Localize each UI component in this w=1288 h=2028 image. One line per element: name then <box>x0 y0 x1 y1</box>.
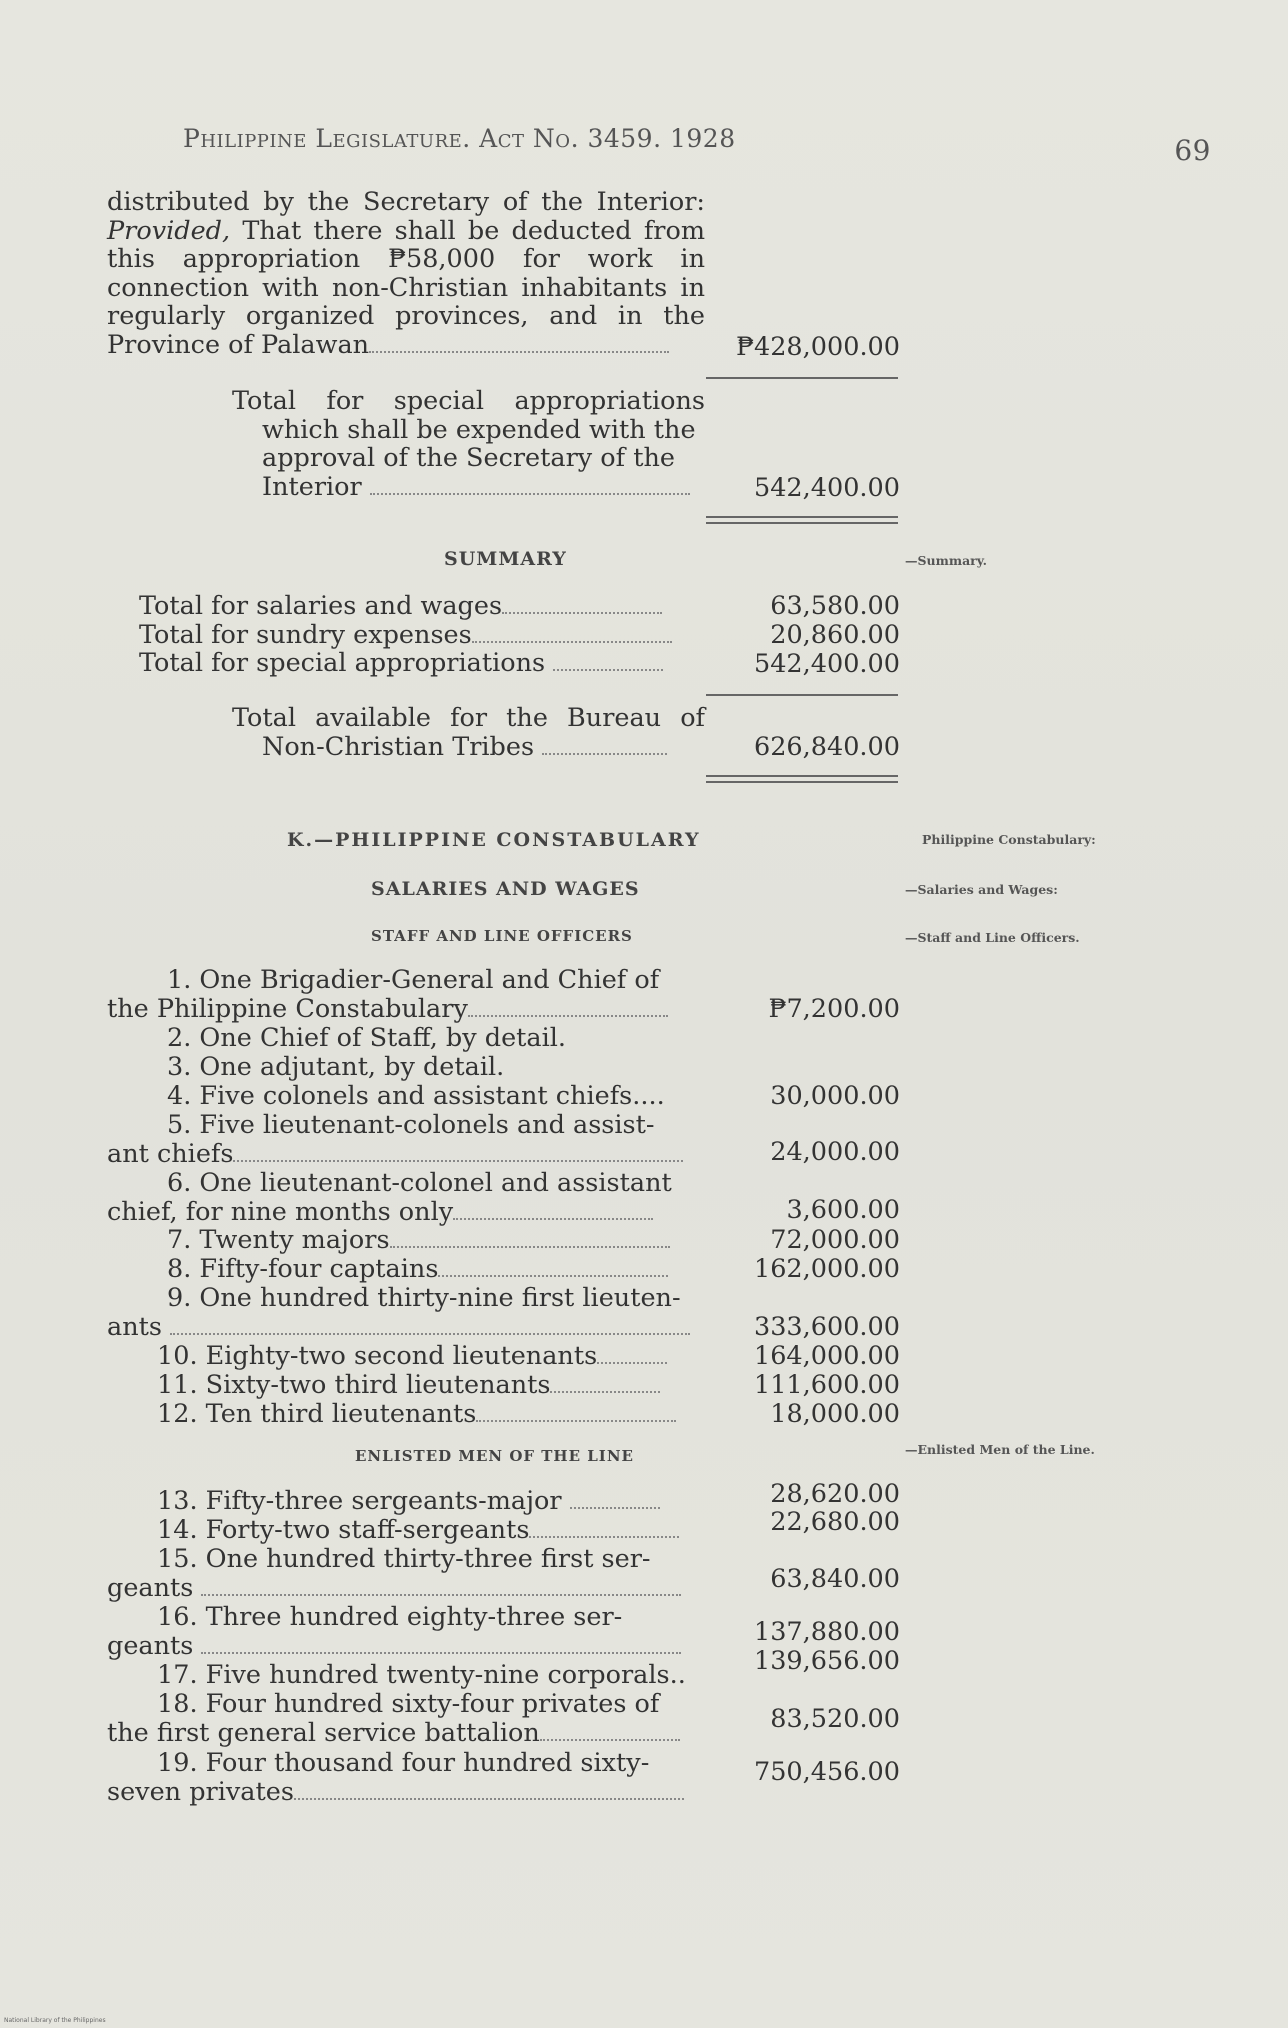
list-item: 15. One hundred thirty-three first ser- geants <box>107 1545 705 1602</box>
leader-dots <box>233 1160 683 1162</box>
salaries-margin-note: —Salaries and Wages: <box>905 882 1058 897</box>
leader-dots <box>201 1652 681 1654</box>
staff-heading: STAFF AND LINE OFFICERS <box>371 927 633 945</box>
item-amount: ₱7,200.00 <box>768 994 900 1024</box>
leader-dots <box>553 669 663 671</box>
double-rule <box>706 775 898 783</box>
summary-row-label: Total for salaries and wages <box>139 591 503 621</box>
list-item: 8. Fifty-four captains <box>107 1255 705 1284</box>
leader-dots <box>170 1333 690 1335</box>
list-item: 9. One hundred thirty-nine first lieuten- ants <box>107 1284 705 1341</box>
summary-rows <box>139 592 705 678</box>
footer-attribution: National Library of the Philippines <box>4 2017 106 2024</box>
summary-margin-note: —Summary. <box>905 553 987 568</box>
summary-row-label: Total for special appropriations <box>139 648 546 678</box>
total-special-amount: 542,400.00 <box>753 473 900 503</box>
item-amount: 63,840.00 <box>770 1564 900 1594</box>
leader-dots <box>468 1015 668 1017</box>
summary-row-amount: 542,400.00 <box>753 649 900 679</box>
leader-dots <box>540 1739 680 1741</box>
rule-line <box>706 377 898 379</box>
total-special-line1: Total for special appropriations <box>232 386 705 416</box>
leader-dots <box>201 1594 681 1596</box>
summary-heading: SUMMARY <box>444 548 567 570</box>
leader-dots <box>570 1507 660 1509</box>
intro-provided: Provided, <box>107 215 231 246</box>
leader-dots <box>472 641 672 643</box>
list-item: 17. Five hundred twenty-nine corporals.. <box>157 1660 686 1690</box>
total-special-line3: approval of the Secretary of the <box>262 443 675 473</box>
list-item: 5. Five lieutenant-colonels and assist- ant chiefs <box>107 1111 705 1168</box>
section-k-margin-note: Philippine Constabulary: <box>922 832 1096 847</box>
list-item: 19. Four thousand four hundred sixty- seven privates <box>107 1749 705 1806</box>
staff-margin-note: —Staff and Line Officers. <box>905 930 1080 945</box>
item-amount: 333,600.00 <box>753 1312 900 1342</box>
leader-dots <box>476 1420 676 1422</box>
list-item: 2. One Chief of Staff, by detail. <box>167 1023 567 1053</box>
leader-dots <box>529 1536 679 1538</box>
item-amount: 28,620.00 <box>770 1479 900 1509</box>
list-item: 14. Forty-two staff-sergeants <box>107 1516 705 1545</box>
item-amount: 137,880.00 <box>753 1617 900 1647</box>
item-amount: 72,000.00 <box>770 1225 900 1255</box>
item-amount: 750,456.00 <box>753 1757 900 1787</box>
leader-dots <box>370 493 690 495</box>
item-amount: 164,000.00 <box>753 1341 900 1371</box>
list-item: 16. Three hundred eighty-three ser- geants <box>107 1603 705 1660</box>
summary-row-amount: 20,860.00 <box>770 620 900 650</box>
summary-total <box>232 704 705 761</box>
leader-dots <box>597 1362 667 1364</box>
summary-row-amount: 63,580.00 <box>770 591 900 621</box>
leader-dots <box>550 1391 660 1393</box>
intro-paragraph <box>107 188 705 359</box>
list-item: 6. One lieutenant-colonel and assistant chief, for nine months only <box>107 1168 672 1227</box>
summary-row-label: Total for sundry expenses <box>139 619 472 650</box>
double-rule <box>706 516 898 524</box>
list-item: 13. Fifty-three sergeants-major <box>107 1487 705 1516</box>
enlisted-heading: ENLISTED MEN OF THE LINE <box>355 1447 634 1465</box>
section-k-heading: K.—PHILIPPINE CONSTABULARY <box>287 829 701 851</box>
list-item: 10. Eighty-two second lieutenants <box>107 1342 705 1371</box>
item-amount: 18,000.00 <box>770 1399 900 1429</box>
list-item: 12. Ten third lieutenants <box>107 1400 705 1429</box>
total-special-line2: which shall be expended with the <box>262 414 696 445</box>
list-item: 11. Sixty-two third lieutenants <box>107 1371 705 1400</box>
leader-dots <box>542 753 667 755</box>
list-item: 7. Twenty majors <box>107 1226 705 1255</box>
item-amount: 83,520.00 <box>770 1704 900 1734</box>
rule-line <box>706 694 898 696</box>
list-item: 3. One adjutant, by detail. <box>167 1052 505 1082</box>
item-amount: 30,000.00 <box>770 1081 900 1111</box>
intro-text-before: distributed by the Secretary of the Interior: <box>107 187 705 217</box>
total-special-line4: Interior <box>262 471 362 502</box>
list-item: 1. One Brigadier-General and Chief of the Philippine Constabulary <box>107 966 705 1023</box>
summary-total-line2: Non-Christian Tribes <box>262 731 535 762</box>
salaries-heading: SALARIES AND WAGES <box>371 878 640 900</box>
item-amount: 139,656.00 <box>753 1646 900 1676</box>
item-amount: 3,600.00 <box>786 1195 900 1225</box>
leader-dots <box>438 1275 668 1277</box>
item-amount: 111,600.00 <box>753 1370 900 1400</box>
summary-total-amount: 626,840.00 <box>753 732 900 762</box>
enlisted-margin-note: —Enlisted Men of the Line. <box>905 1442 1095 1457</box>
running-header: Philippine Legislature. Act No. 3459. 1928 <box>183 124 736 153</box>
list-item: 4. Five colonels and assistant chiefs.... <box>167 1081 665 1111</box>
item-amount: 22,680.00 <box>770 1507 900 1537</box>
item-amount: 24,000.00 <box>770 1137 900 1167</box>
leader-dots <box>369 351 669 353</box>
leader-dots <box>390 1246 670 1248</box>
leader-dots <box>502 612 662 614</box>
leader-dots <box>294 1798 684 1800</box>
list-item: 18. Four hundred sixty-four privates of the first general service battalion <box>107 1690 705 1747</box>
leader-dots <box>453 1218 653 1220</box>
intro-text-after: That there shall be deducted from this appropriation ₱58,000 for work in connection with non-Christian inhabitants in regularly organized provinces, and in the Province of Palawan <box>107 215 705 360</box>
total-special-block <box>232 387 705 501</box>
page-number: 69 <box>1174 134 1211 167</box>
intro-amount: ₱428,000.00 <box>735 332 900 362</box>
summary-total-line1: Total available for the Bureau of <box>232 703 705 733</box>
item-amount: 162,000.00 <box>753 1254 900 1284</box>
